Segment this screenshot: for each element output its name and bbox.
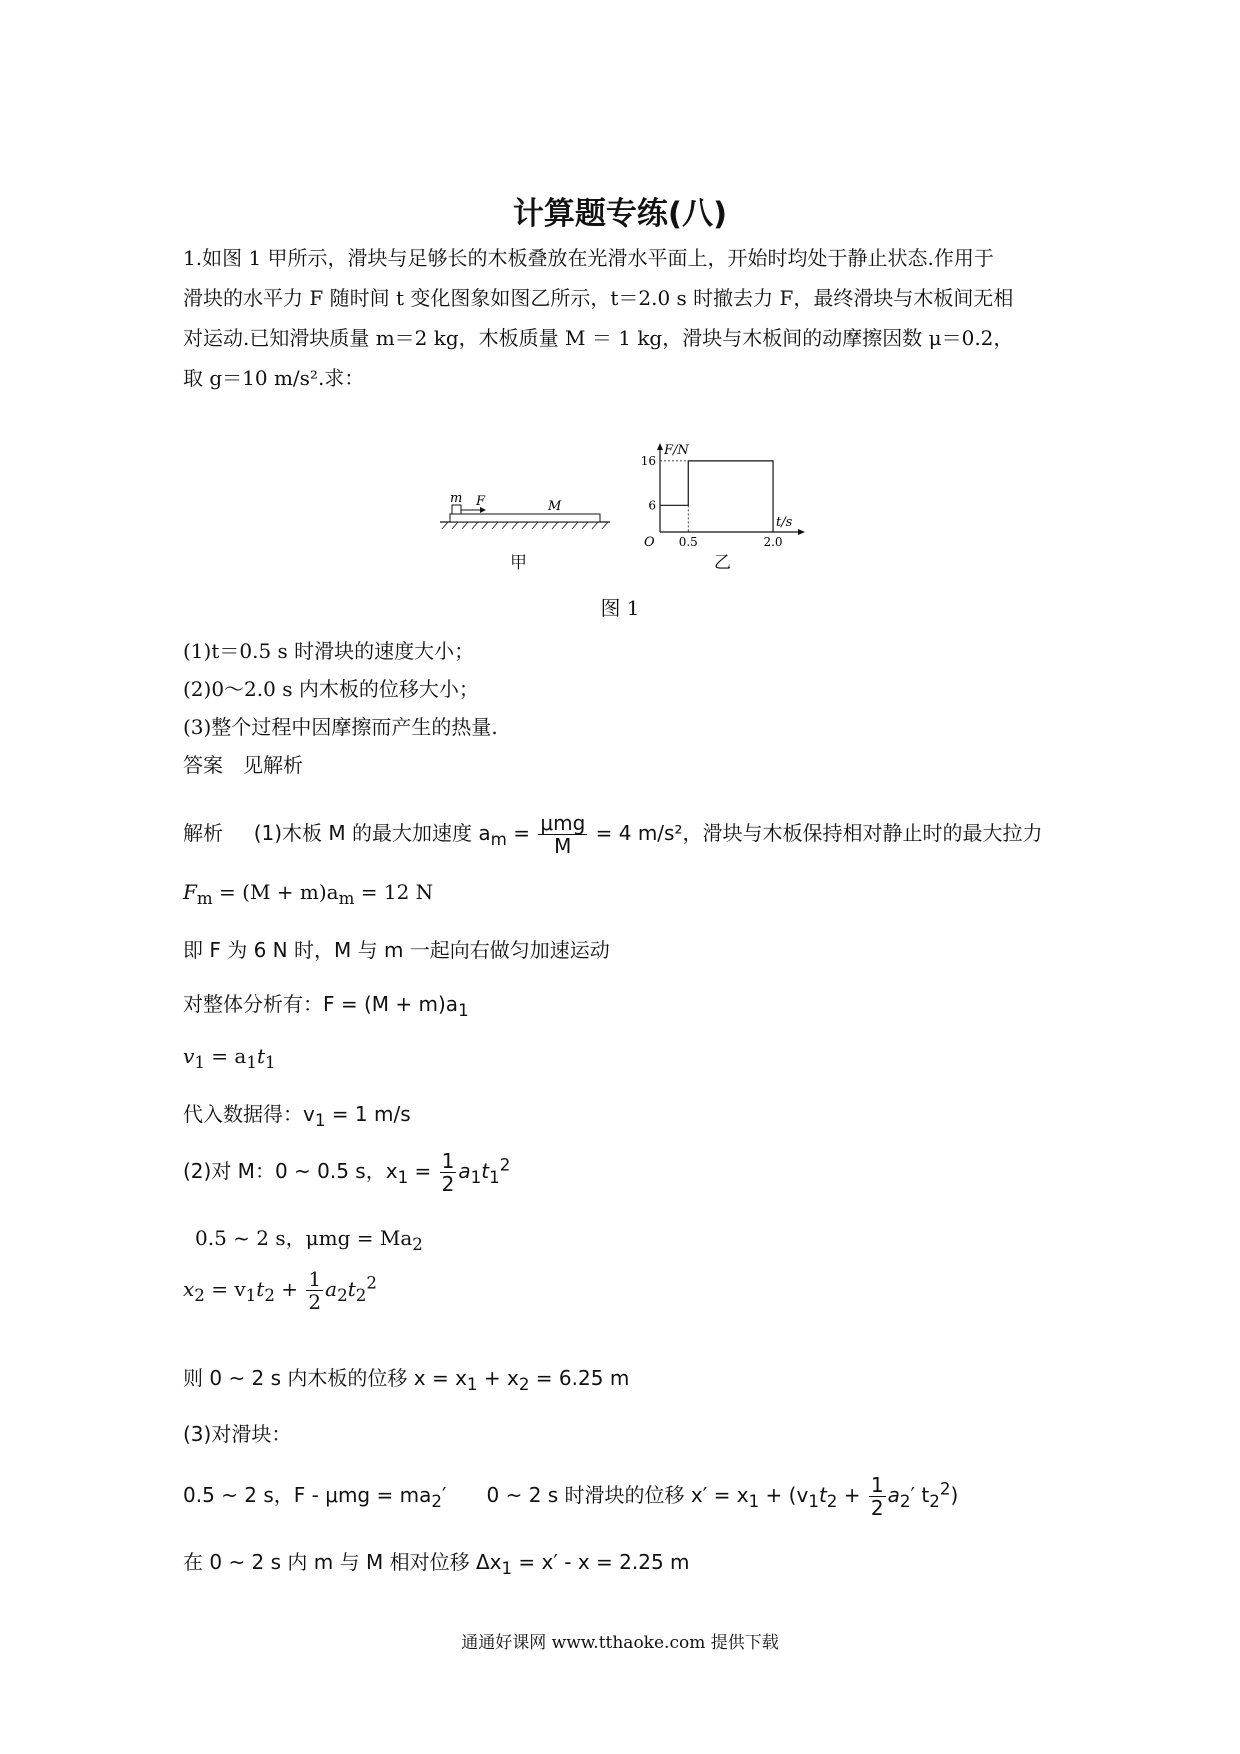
page-footer: 通通好课网 www.tthaoke.com 提供下载: [461, 1633, 779, 1653]
ground-hatch: [442, 522, 608, 529]
force-label: F: [476, 494, 486, 509]
solution-line-12: 0.5 ~ 2 s，$F - \mu mg = ma_2'$ 0 ~ 2 s 时滑块的位移 $x' = x_1 + (v_1t_2$ + $\frac{1}{2}$ $a_2'$ $t_2^2$): [183, 1473, 959, 1520]
origin-label: O: [644, 535, 655, 550]
figure-left-label: 甲: [510, 553, 527, 573]
solution-line-5: $v_1 = a_1t_1$: [183, 1044, 276, 1072]
solution-line-4: 对整体分析有：$F = (M + m)a_1$: [183, 992, 469, 1020]
block-rect: [452, 505, 461, 514]
solution-line-1: 解析 (1)木板 M 的最大加速度 $a_m$ = $\frac{\text{μmg}}{M}$ = 4 m/s²，滑块与木板保持相对静止时的最大拉力: [183, 811, 1043, 858]
problem-line: 取 g＝10 m/s².求：: [183, 366, 365, 390]
answer-line: 答案 见解析: [183, 753, 303, 777]
figure-right-label: 乙: [714, 553, 731, 573]
problem-line: 对运动.已知滑块质量 m＝2 kg，木板质量 M ＝ 1 kg，滑块与木板间的动摩擦因数 μ＝0.2，: [183, 326, 1014, 350]
problem-statement: [183, 238, 1063, 398]
x-tick-label: 2.0: [763, 535, 783, 549]
question-list: [183, 632, 1063, 784]
fraction: $\frac{1}{2}$: [441, 1149, 455, 1196]
y-axis-arrow-icon: [657, 443, 663, 450]
fraction: $\frac{1}{2}$: [870, 1473, 884, 1520]
solution-line-13: 在 0 ~ 2 s 内 m 与 M 相对位移 $\Delta x_1 = x' - x = 2.25$ m: [183, 1550, 690, 1578]
board-rect: [450, 514, 600, 522]
y-axis-label: F/N: [664, 443, 689, 458]
question-item: (2)0～2.0 s 内木板的位移大小；: [183, 677, 479, 701]
solution-line-9: $x_2 = v_1t_2$ + $\frac{1}{2}$ $a_2t_2^2$: [183, 1267, 377, 1314]
y-tick-label: 6: [648, 498, 656, 513]
figure-caption: 图 1: [600, 596, 640, 620]
block-label: m: [450, 491, 463, 506]
problem-line: 滑块的水平力 F 随时间 t 变化图象如图乙所示，t＝2.0 s 时撤去力 F，最终滑块与木板间无相: [183, 286, 1014, 310]
question-item: (3)整个过程中因摩擦而产生的热量.: [183, 715, 498, 739]
fraction: $\frac{1}{2}$: [308, 1267, 322, 1314]
solution-line-8: 0.5 ~ 2 s，$\mu mg = Ma_2$: [195, 1226, 423, 1254]
board-label: M: [548, 499, 562, 514]
solution-line-10: 则 0 ~ 2 s 内木板的位移 $x = x_1 + x_2 = 6.25$ m: [183, 1366, 630, 1394]
solution-line-11: (3)对滑块：: [183, 1422, 292, 1446]
force-time-chart: [630, 440, 810, 550]
solution-label: 解析: [183, 821, 223, 845]
x-axis-label: t/s: [776, 515, 793, 530]
solution-line-7: (2)对 M：0 ~ 0.5 s，$x_1$ = $\frac{1}{2}$ $a_1t_1^2$: [183, 1149, 511, 1196]
solution-line-6: 代入数据得：$v_1 = 1$ m/s: [183, 1102, 411, 1130]
solution-line-3: 即 F 为 6 N 时，M 与 m 一起向右做匀加速运动: [183, 938, 610, 962]
x-axis-arrow-icon: [798, 529, 805, 535]
page-title: 计算题专练(八): [512, 196, 728, 232]
x-tick-label: 0.5: [678, 535, 698, 549]
question-item: (1)t＝0.5 s 时滑块的速度大小；: [183, 639, 475, 663]
y-tick-label: 16: [640, 453, 656, 468]
solution-line-2: $F_m = (M + m)a_m = 12$ N: [183, 880, 434, 908]
fraction: $\frac{\text{μmg}}{M}$: [540, 811, 586, 858]
chart-guide-lines: [660, 461, 688, 532]
chart-tick-labels: [641, 454, 783, 549]
problem-line: 1.如图 1 甲所示，滑块与足够长的木板叠放在光滑水平面上，开始时均处于静止状态.作用于: [183, 246, 994, 270]
force-series-line: [660, 461, 773, 532]
figure-block-board: [430, 480, 620, 540]
